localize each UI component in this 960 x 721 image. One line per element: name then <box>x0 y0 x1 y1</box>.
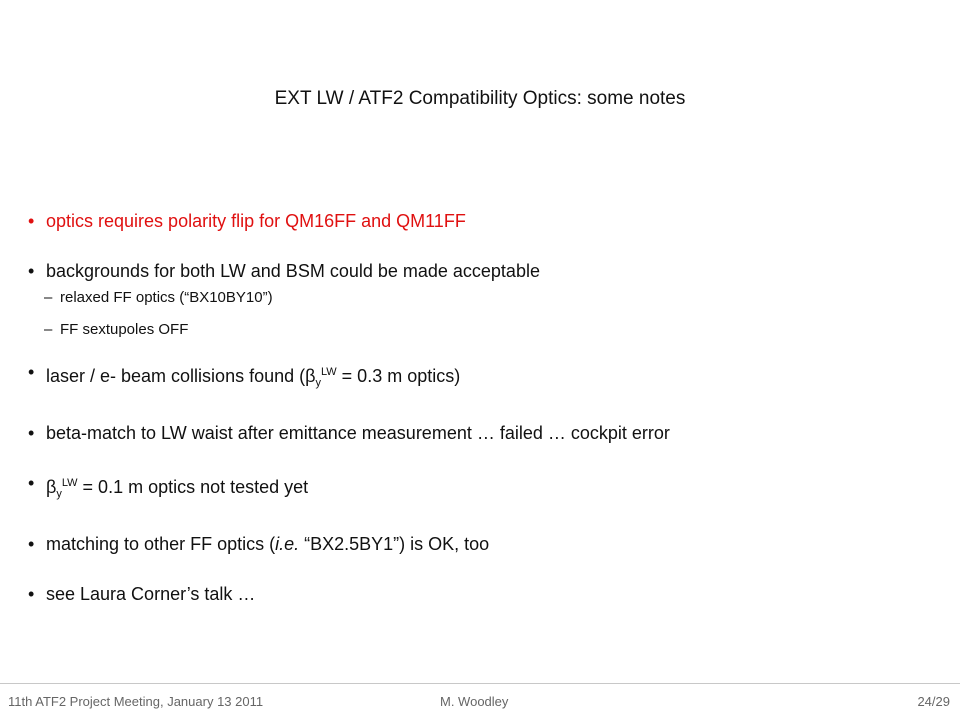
bullet-item <box>28 470 938 507</box>
bullet-text: beta-match to LW waist after emittance measurement … failed … cockpit error <box>46 423 670 443</box>
bullet-marker: • <box>28 473 35 493</box>
slide-footer <box>0 683 960 721</box>
subscript-y: y <box>56 488 62 500</box>
subscript-y: y <box>315 377 321 389</box>
bullet-list <box>28 208 938 607</box>
text-run: = 0.3 m optics) <box>336 366 461 386</box>
sub-bullet-item <box>28 319 938 341</box>
text-run: matching to other FF optics ( <box>46 534 276 554</box>
bullet-item <box>28 531 938 557</box>
sub-bullet-text: relaxed FF optics (“BX10BY10”) <box>60 289 273 306</box>
bullet-text <box>46 477 309 500</box>
italic-run: i.e. <box>275 534 300 554</box>
sub-bullet-item <box>28 287 938 309</box>
superscript-lw: LW <box>61 477 78 489</box>
dash-marker: – <box>44 289 53 306</box>
footer-page-number: 24/29 <box>917 694 950 709</box>
text-run: laser / e- beam collisions found (β <box>46 366 316 386</box>
bullet-item <box>28 581 938 607</box>
text-run: β <box>46 477 57 497</box>
bullet-item <box>28 420 938 446</box>
bullet-text: backgrounds for both LW and BSM could be made acceptable <box>46 261 540 281</box>
bullet-marker: • <box>28 534 35 554</box>
bullet-text <box>46 366 461 389</box>
bullet-marker: • <box>28 261 35 281</box>
bullet-item <box>28 208 938 234</box>
bullet-marker: • <box>28 362 35 382</box>
bullet-item <box>28 359 938 396</box>
footer-meeting-label: 11th ATF2 Project Meeting, January 13 2011 <box>8 694 264 709</box>
slide-title: EXT LW / ATF2 Compatibility Optics: some notes <box>274 88 686 109</box>
bullet-text <box>46 534 489 554</box>
dash-marker: – <box>44 321 53 338</box>
bullet-marker: • <box>28 423 35 443</box>
bullet-text: optics requires polarity flip for QM16FF and QM11FF <box>46 211 466 231</box>
superscript-lw: LW <box>320 366 337 378</box>
footer-author: M. Woodley <box>440 694 509 709</box>
bullet-text: see Laura Corner’s talk … <box>46 584 256 604</box>
bullet-marker: • <box>28 211 35 231</box>
sub-bullet-text: FF sextupoles OFF <box>60 321 189 338</box>
text-run: “BX2.5BY1”) is OK, too <box>299 534 490 554</box>
bullet-marker: • <box>28 584 35 604</box>
bullet-item <box>28 258 938 284</box>
text-run: = 0.1 m optics not tested yet <box>77 477 309 497</box>
